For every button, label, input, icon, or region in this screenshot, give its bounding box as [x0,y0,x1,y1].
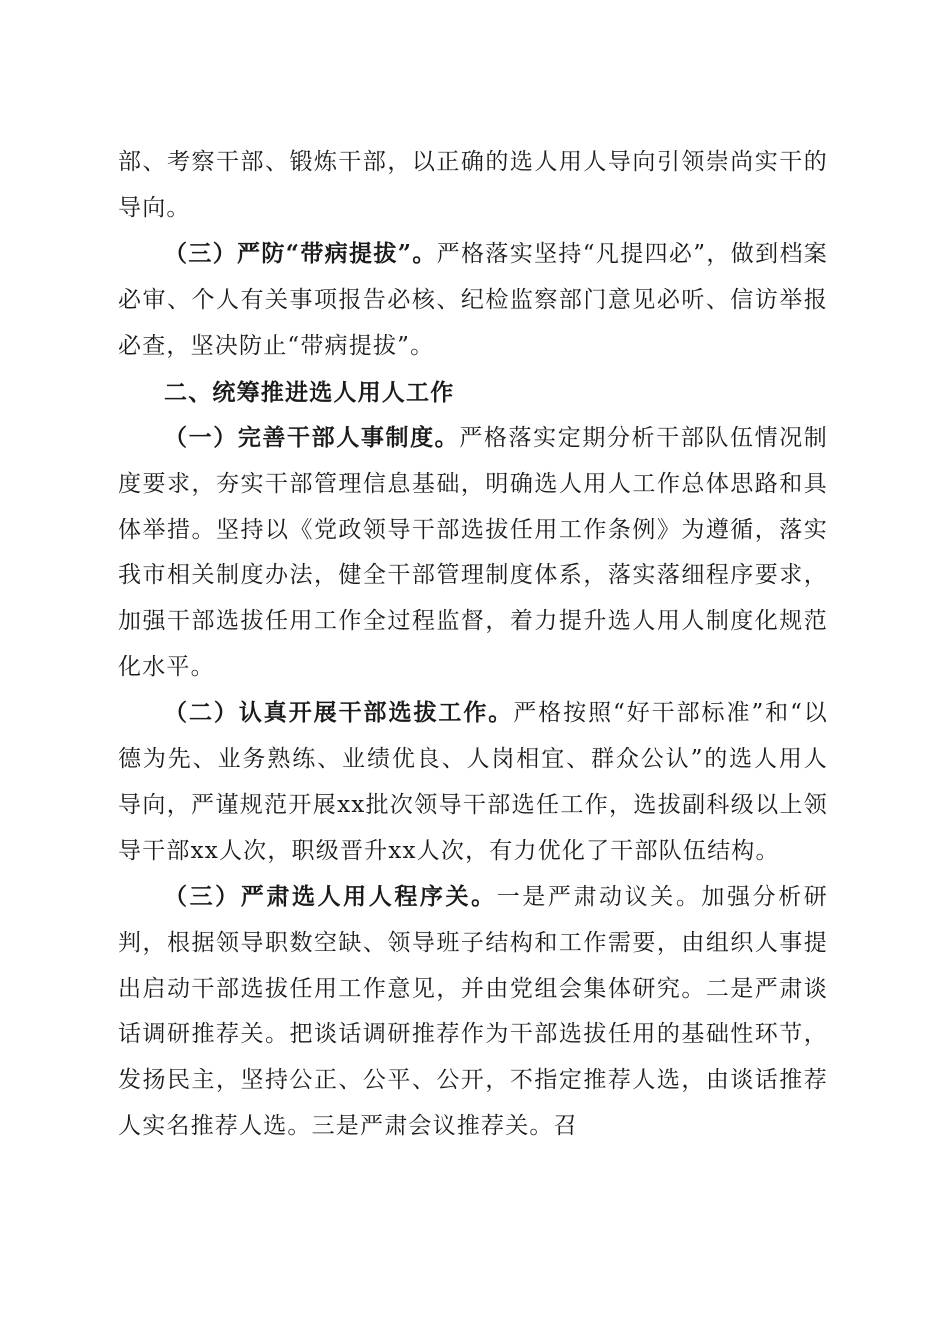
paragraph-text: 严格落实坚持“凡提四必”，做到档案必审、个人有关事项报告必核、纪检监察部门意见必听、信访举报必查，坚决防止“带病提拔”。 [118,241,828,359]
paragraph-continued [118,140,828,231]
paragraph-lead: （三）严肃选人用人程序关。 [164,883,497,911]
paragraph-cadre-selection [118,690,828,874]
document-body [118,140,828,1149]
paragraph-text: 严格落实定期分析干部队伍情况制度要求，夯实干部管理信息基础，明确选人用人工作总体思路和具体举措。坚持以《党政领导干部选拔任用工作条例》为遵循，落实我市相关制度办法，健全干部管理制度体系，落实落细程序要求，加强干部选拔任用工作全过程监督，着力提升选人用人制度化规范化水平。 [118,425,829,680]
section-heading [118,370,828,416]
paragraph-text: 一是严肃动议关。加强分析研判，根据领导职数空缺、领导班子结构和工作需要，由组织人事提出启动干部选拔任用工作意见，并由党组会集体研究。二是严肃谈话调研推荐关。把谈话调研推荐作为干部选拔任用的基础性环节，发扬民主，坚持公正、公平、公开，不指定推荐人选，由谈话推荐人实名推荐人选。三是严肃会议推荐关。召 [118,884,828,1139]
paragraph-text: 严格按照“好干部标准”和“以德为先、业务熟练、业绩优良、人岗相宜、群众公认”的选人用人导向，严谨规范开展xx批次领导干部选任工作，选拔副科级以上领导干部xx人次，职级晋升xx人次，有力优化了干部队伍结构。 [118,700,828,864]
paragraph-lead: （一）完善干部人事制度。 [164,424,460,452]
paragraph-lead: （三）严防“带病提拔”。 [164,240,437,268]
paragraph-procedure [118,874,828,1149]
section-heading-text: 二、统筹推进选人用人工作 [164,378,455,406]
paragraph-lead: （二）认真开展干部选拔工作。 [164,699,514,727]
paragraph-text: 部、考察干部、锻炼干部，以正确的选人用人导向引领崇尚实干的导向。 [118,149,828,221]
paragraph-personnel-system [118,415,828,690]
paragraph-prevent-sick-promotion [118,231,828,369]
